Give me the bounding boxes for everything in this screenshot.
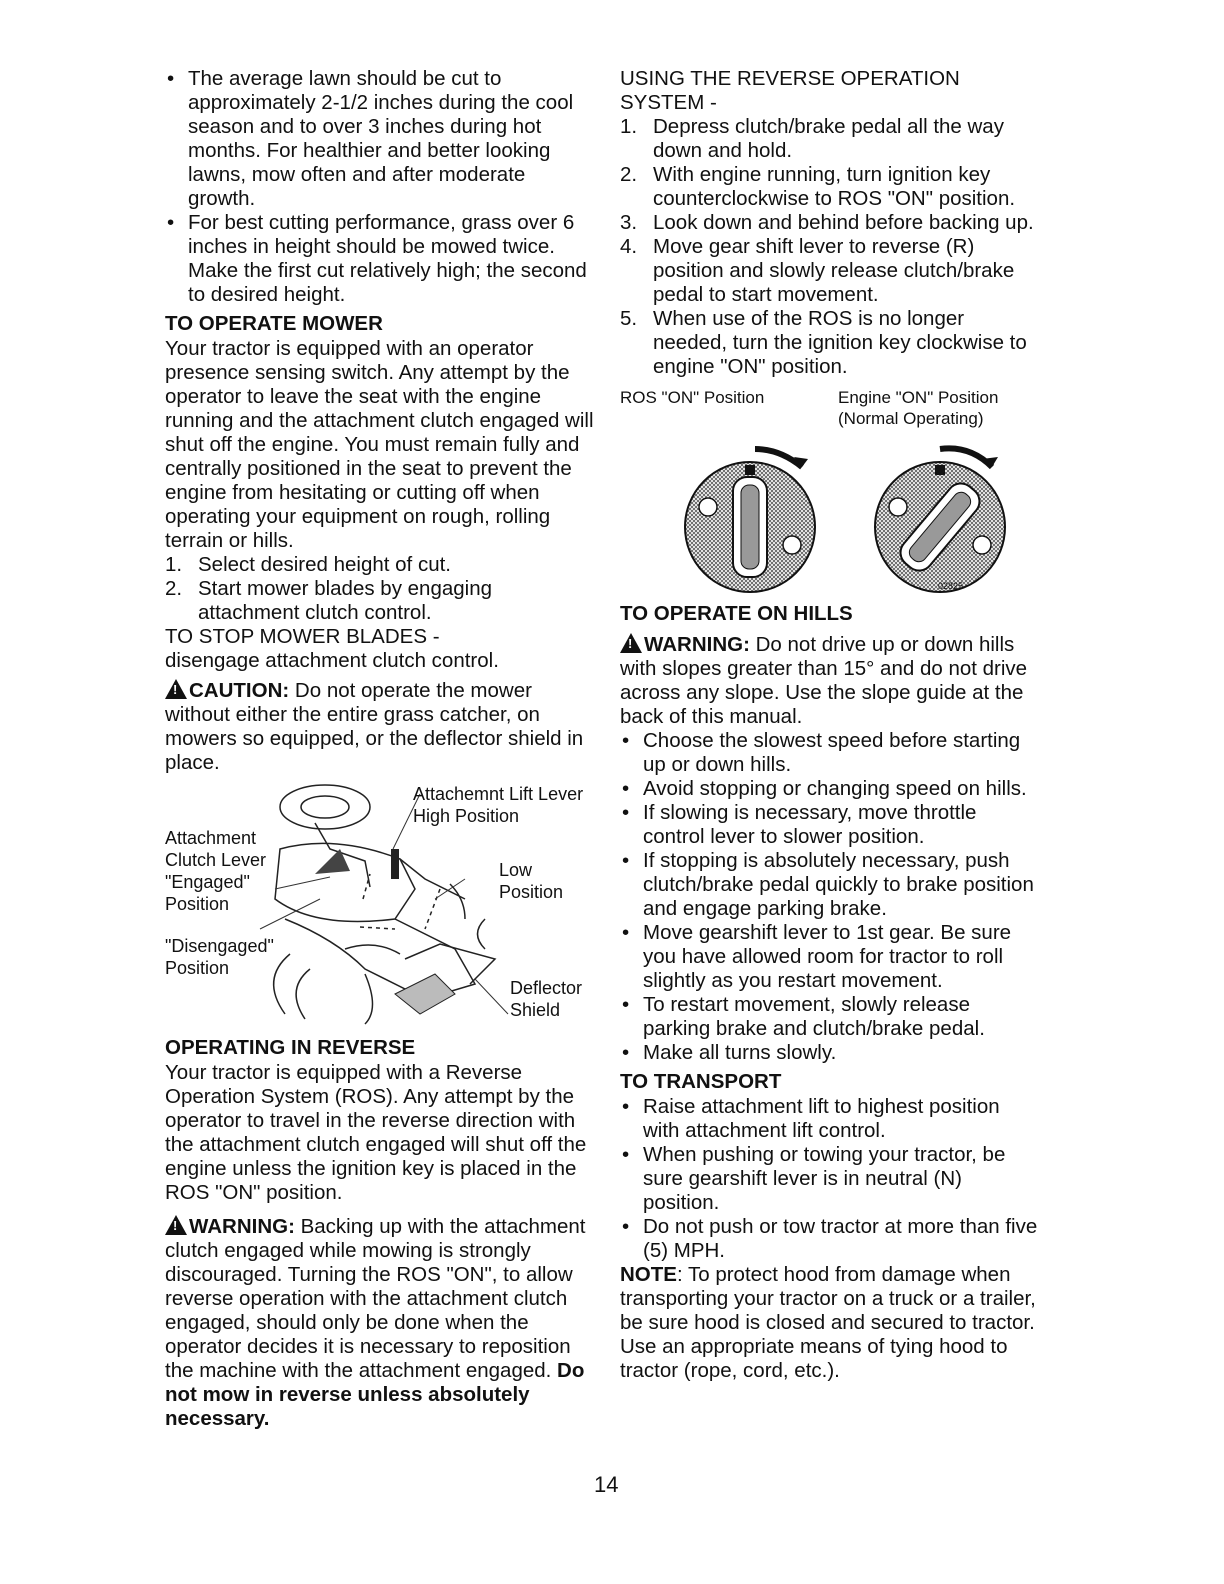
figure-code: 02825 <box>938 581 964 591</box>
warning-text: Backing up with the attachment clutch engaged while mowing is strongly discouraged. Turning the ROS "ON", to allow reverse operation with the attachment clutch engaged, should only be done when the operator decides it is necessary to reposition the machine with the attachment engaged. <box>165 1215 586 1382</box>
warning-triangle-icon <box>165 679 187 699</box>
disengaged-label: "Disengaged" Position <box>165 936 274 978</box>
list-item: • If stopping is absolutely necessary, push clutch/brake pedal quickly to brake position and engage parking brake. <box>620 849 1040 921</box>
list-item <box>165 553 595 577</box>
ros-heading: USING THE REVERSE OPERATION SYSTEM - <box>620 67 960 114</box>
ignition-key-illustration <box>620 387 1040 597</box>
step-text: Start mower blades by engaging attachment clutch control. <box>198 577 493 624</box>
stop-blades-text: disengage attachment clutch control. <box>165 649 499 672</box>
lift-lever-label: Attachemnt Lift Lever High Position <box>413 784 584 826</box>
step-number: 3. <box>620 211 638 234</box>
left-column <box>165 67 595 1431</box>
reverse-warning-notice <box>165 1215 595 1431</box>
step-number: 1. <box>620 115 638 138</box>
list-item: • Move gearshift lever to 1st gear. Be sure you have allowed room for tractor to roll slightly as you restart movement. <box>620 921 1040 993</box>
engine-on-caption: Engine "ON" Position <box>838 388 999 407</box>
list-item <box>620 115 1040 163</box>
clutch-engaged-label: Attachment Clutch Lever "Engaged" Position <box>165 828 267 914</box>
step-number: 1. <box>165 553 183 576</box>
step-text: Move gear shift lever to reverse (R) position and slowly release clutch/brake pedal to start movement. <box>653 235 1015 306</box>
reverse-paragraph: Your tractor is equipped with a Reverse Operation System (ROS). Any attempt by the operator to travel in the reverse direction with the attachment clutch engaged will shut off the engine unless the ignition key is placed in the ROS "ON" position. <box>165 1061 587 1204</box>
right-column <box>620 67 1040 1383</box>
warning-triangle-icon <box>165 1215 187 1235</box>
step-text: With engine running, turn ignition key counterclockwise to ROS "ON" position. <box>653 163 1016 210</box>
list-item <box>620 163 1040 211</box>
operate-mower-paragraph: Your tractor is equipped with an operator presence sensing switch. Any attempt by the operator to leave the seat with the engine running and the attachment clutch engaged will shut off the engine. You must remain fully and centrally positioned in the seat to prevent the engine from hesitating or cutting off when operating your equipment on rough, rolling terrain or hills. <box>165 337 594 552</box>
caution-text: Do not operate the mower without either the entire grass catcher, on mowers so equipped, or the deflector shield in place. <box>165 679 584 774</box>
page-number: 14 <box>594 1472 619 1497</box>
step-number: 2. <box>165 577 183 600</box>
step-text: Select desired height of cut. <box>198 553 451 576</box>
caution-notice <box>165 679 595 775</box>
engine-on-subcaption: (Normal Operating) <box>838 409 984 428</box>
note-text: : To protect hood from damage when transporting your tractor on a truck or a trailer, be sure hood is closed and secured to tractor. Use an appropriate means of tying hood to tractor (rope, cord, etc.). <box>620 1263 1036 1382</box>
list-item: • Make all turns slowly. <box>620 1041 1040 1065</box>
list-item: • For best cutting performance, grass over 6 inches in height should be mowed twice. Make the first cut relatively high; the second to desired height. <box>165 211 595 307</box>
list-item <box>620 211 1040 235</box>
list-item <box>620 307 1040 379</box>
list-item: • Raise attachment lift to highest position with attachment lift control. <box>620 1095 1040 1143</box>
caution-label: CAUTION: <box>189 679 290 702</box>
step-text: When use of the ROS is no longer needed, turn the ignition key clockwise to engine "ON" position. <box>653 307 1027 378</box>
transport-note <box>620 1263 1040 1383</box>
step-text: Look down and behind before backing up. <box>653 211 1034 234</box>
step-number: 2. <box>620 163 638 186</box>
hills-warning-notice <box>620 633 1040 729</box>
section-heading-hills: TO OPERATE ON HILLS <box>620 602 853 625</box>
list-item: • Choose the slowest speed before starting up or down hills. <box>620 729 1040 777</box>
list-item: • If slowing is necessary, move throttle control lever to slower position. <box>620 801 1040 849</box>
step-number: 5. <box>620 307 638 330</box>
note-label: NOTE <box>620 1263 677 1286</box>
section-heading-reverse: OPERATING IN REVERSE <box>165 1036 416 1059</box>
ros-on-caption: ROS "ON" Position <box>620 388 765 407</box>
step-number: 4. <box>620 235 638 258</box>
warning-label: WARNING: <box>644 633 750 656</box>
ignition-switch-drawing <box>620 427 1040 597</box>
warning-bold-text: Do not mow in reverse unless absolutely necessary. <box>165 1359 585 1430</box>
list-item: • The average lawn should be cut to approximately 2-1/2 inches during the cool season and to over 3 inches during hot months. For healthier and better looking lawns, mow often and after moderate growth. <box>165 67 595 211</box>
stop-blades-heading: TO STOP MOWER BLADES - <box>165 625 440 648</box>
list-item: • To restart movement, slowly release parking brake and clutch/brake pedal. <box>620 993 1040 1041</box>
warning-text: Do not drive up or down hills with slopes greater than 15° and do not drive across any slope. Use the slope guide at the back of this manual. <box>620 633 1028 728</box>
deflector-shield-label: Deflector Shield <box>510 978 583 1020</box>
section-heading-operate-mower: TO OPERATE MOWER <box>165 312 383 335</box>
step-text: Depress clutch/brake pedal all the way down and hold. <box>653 115 1004 162</box>
list-item: • Do not push or tow tractor at more than five (5) MPH. <box>620 1215 1040 1263</box>
warning-triangle-icon <box>620 633 642 653</box>
list-item: • Avoid stopping or changing speed on hills. <box>620 777 1040 801</box>
list-item: • When pushing or towing your tractor, be sure gearshift lever is in neutral (N) position. <box>620 1143 1040 1215</box>
list-item <box>620 235 1040 307</box>
list-item <box>165 577 595 625</box>
warning-label: WARNING: <box>189 1215 295 1238</box>
tractor-illustration <box>165 779 595 1029</box>
low-position-label: Low Position <box>499 860 564 902</box>
section-heading-transport: TO TRANSPORT <box>620 1070 782 1093</box>
